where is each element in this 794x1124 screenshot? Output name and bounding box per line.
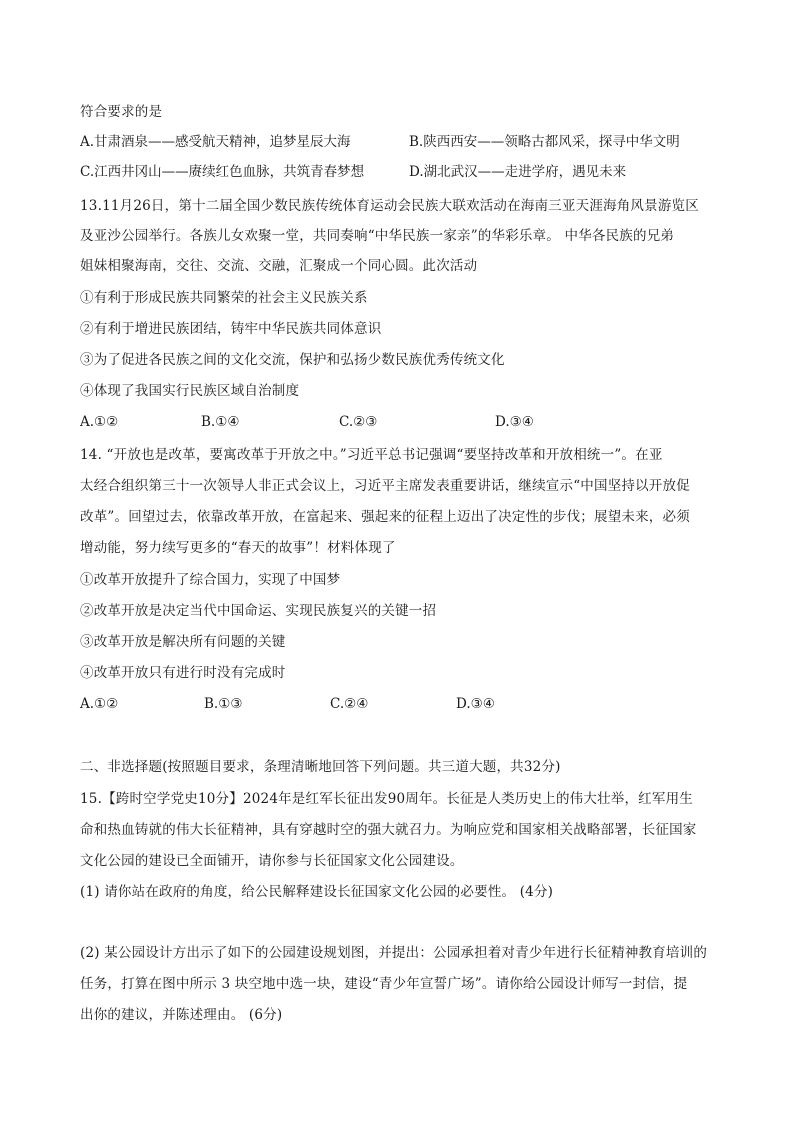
q12-option-d: D.湖北武汉——走进学府，遇见未来 xyxy=(409,164,627,180)
q12-options-row-1 xyxy=(80,133,720,151)
q13-option-b: B.①④ xyxy=(201,414,240,430)
q14-option-d: D.③④ xyxy=(456,696,495,712)
q15-subquestion-2-line-3: 出你的建议，并陈述理由。 (6分) xyxy=(80,1007,283,1023)
q13-statement-3: ③为了促进各民族之间的文化交流，保护和弘扬少数民族优秀传统文化 xyxy=(80,352,505,368)
q13-stem-line-3: 姐妹相聚海南，交往、交流、交融，汇聚成一个同心圆。此次活动 xyxy=(80,258,478,274)
q13-statement-1: ①有利于形成民族共同繁荣的社会主义民族关系 xyxy=(80,290,368,306)
q12-option-c: C.江西井冈山——赓续红色血脉，共筑青春梦想 xyxy=(80,164,365,180)
q14-options-row xyxy=(80,695,720,713)
q14-option-a: A.①② xyxy=(80,696,119,712)
q13-option-a: A.①② xyxy=(80,414,119,430)
q12-options-row-2 xyxy=(80,163,720,181)
q14-statement-2: ②改革开放是决定当代中国命运、实现民族复兴的关键一招 xyxy=(80,603,437,619)
q14-stem-line-2: 太经合组织第三十一次领导人非正式会议上，习近平主席发表重要讲话，继续宣示“中国坚持以开放促 xyxy=(80,478,690,494)
q14-statement-4: ④改革开放只有进行时没有完成时 xyxy=(80,665,286,681)
section-2-heading: 二、非选择题(按照题目要求，条理清晰地回答下列问题。共三道大题，共32分) xyxy=(80,759,561,775)
q15-stem-line-2: 命和热血铸就的伟大长征精神，具有穿越时空的强大就召力。为响应党和国家相关战略部署，长征国家 xyxy=(80,822,697,838)
q13-options-row xyxy=(80,413,720,431)
q14-stem-line-4: 增动能，努力续写更多的“春天的故事”！材料体现了 xyxy=(80,540,396,556)
q13-statement-2: ②有利于增进民族团结，铸牢中华民族共同体意识 xyxy=(80,321,382,337)
q14-stem-line-1: 14. “开放也是改革，要寓改革于开放之中。”习近平总书记强调“要坚持改革和开放相统一”。在亚 xyxy=(80,447,663,463)
q12-option-a: A.甘肃酒泉——感受航天精神，追梦星辰大海 xyxy=(80,134,351,150)
q14-option-b: B.①③ xyxy=(204,696,243,712)
q15-subquestion-1: (1) 请你站在政府的角度，给公民解释建设长征国家文化公园的必要性。 (4分) xyxy=(80,884,554,900)
q13-stem-line-2: 及亚沙公园举行。各族儿女欢聚一堂，共同奏响“中华民族一家亲”的华彩乐章。 中华各民族的兄弟 xyxy=(80,228,675,244)
q14-statement-3: ③改革开放是解决所有问题的关键 xyxy=(80,634,286,650)
q13-option-d: D.③④ xyxy=(495,414,534,430)
q14-statement-1: ①改革开放提升了综合国力，实现了中国梦 xyxy=(80,572,341,588)
q15-subquestion-2-line-1: (2) 某公园设计方出示了如下的公园建设规划图，并提出：公园承担着对青少年进行长征精神教育培训的 xyxy=(80,945,708,961)
q15-subquestion-2-line-2: 任务，打算在图中所示 3 块空地中选一块，建设“青少年宣誓广场”。请你给公园设计师写一封信，提 xyxy=(80,976,688,992)
q13-statement-4: ④体现了我国实行民族区域自治制度 xyxy=(80,383,300,399)
q14-option-c: C.②④ xyxy=(330,696,369,712)
q14-stem-line-3: 改革”。回望过去，依靠改革开放，在富起来、强起来的征程上迈出了决定性的步伐；展望未来，必须 xyxy=(80,509,690,525)
q13-stem-line-1: 13.11月26日，第十二届全国少数民族传统体育运动会民族大联欢活动在海南三亚天涯海角风景游览区 xyxy=(80,198,699,214)
q12-option-b: B.陕西西安——领略古都风采，探寻中华文明 xyxy=(409,134,680,150)
q15-stem-line-1: 15.【跨时空学党史10分】2024年是红军长征出发90周年。长征是人类历史上的伟大壮举，红军用生 xyxy=(80,791,693,807)
q12-stem-tail: 符合要求的是 xyxy=(80,104,163,120)
q13-option-c: C.②③ xyxy=(339,414,378,430)
q15-stem-line-3: 文化公园的建设已全面铺开，请你参与长征国家文化公园建设。 xyxy=(80,853,464,869)
